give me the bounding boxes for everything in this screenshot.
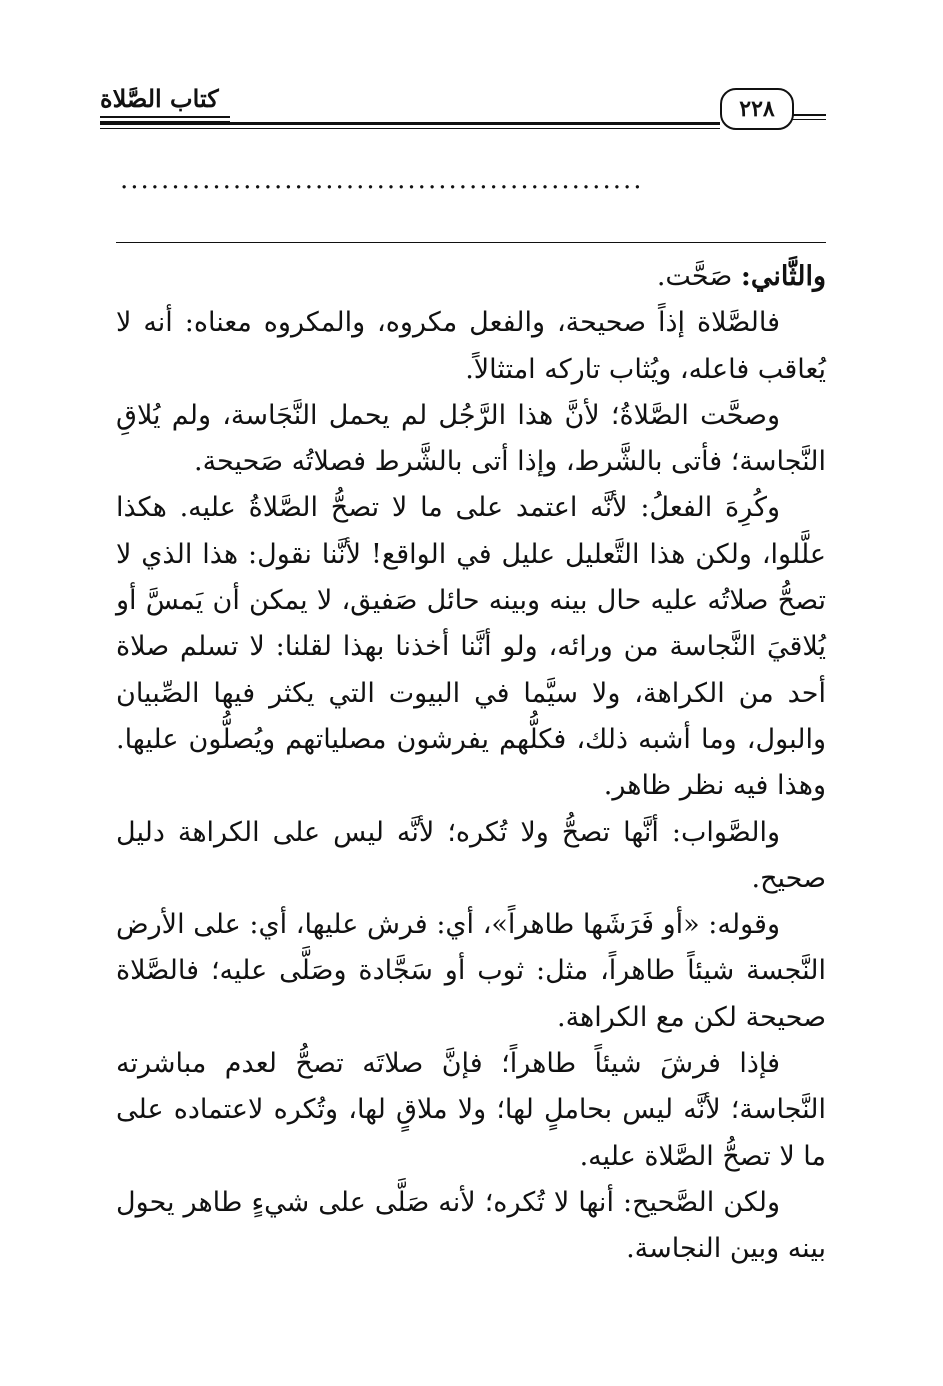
paragraph: ولكن الصَّحيح: أنها لا تُكره؛ لأنه صَلَّى على شيءٍ طاهر يحول بينه وبين النجاسة.	[116, 1186, 826, 1265]
paragraph: والصَّواب: أنَّها تصحُّ ولا تُكره؛ لأنَّه ليس على الكراهة دليل صحيح.	[116, 816, 826, 894]
paragraph-label: والثَّاني:	[740, 261, 826, 292]
separator-line	[116, 242, 826, 243]
page-number: ٢٢٨	[720, 88, 794, 130]
paragraph: فالصَّلاة إذاً صحيحة، والفعل مكروه، والمكروه معناه: أنه لا يُعاقب فاعله، ويُثاب تاركه امتثالاً.	[116, 307, 826, 385]
paragraph-text: صَحَّت.	[656, 261, 741, 292]
paragraph: وكُرِهَ الفعلُ: لأنَّه اعتمد على ما لا تصحُّ الصَّلاةُ عليه. هكذا علَّلوا، ولكن هذا التَّعليل عليل في الواقع! لأنَّنا نقول: هذا الذي لا تصحُّ صلاتُه عليه حال بينه وبينه حائل صَفيق، لا يمكن أن يَمسَّ أو يُلاقيَ النَّجاسة من ورائه، ولو أنَّنا أخذنا بهذا لقلنا: لا تسلم صلاة أحد من الكراهة، ولا سيَّما في البيوت التي يكثر فيها الصِّبيان والبول، وما أشبه ذلك، فكلُّهم يفرشون مصلياتهم ويُصلُّون عليها. وهذا فيه نظر ظاهر.	[116, 492, 826, 802]
header-rule	[100, 122, 720, 129]
header-rule-right	[792, 114, 826, 120]
paragraph: وقوله: «أو فَرَشَها طاهراً»، أي: فرش عليها، أي: على الأرض النَّجسة شيئاً طاهراً، مثل: ثوب أو سَجَّادة وصَلَّى عليه؛ فالصَّلاة صحيحة لكن مع الكراهة.	[116, 909, 826, 1033]
page-header	[100, 82, 826, 132]
paragraph: فإذا فرشَ شيئاً طاهراً؛ فإنَّ صلاتَه تصحُّ لعدم مباشرته النَّجاسة؛ لأنَّه ليس بحاملٍ لها؛ ولا ملاقٍ لها، وتُكره لاعتماده على ما لا تصحُّ الصَّلاة عليه.	[116, 1048, 826, 1172]
body-text	[116, 254, 826, 1273]
ellipsis-line: ...................................................	[120, 165, 644, 195]
paragraph: وصحَّت الصَّلاةُ؛ لأنَّ هذا الرَّجُل لم يحمل النَّجَاسة، ولم يُلاقِ النَّجاسة؛ فأتى بالشَّرط، وإذا أتى بالشَّرط فصلاتُه صَحيحة.	[116, 399, 826, 478]
book-title: كتاب الصَّلاة	[100, 84, 219, 113]
paragraph	[116, 254, 826, 300]
